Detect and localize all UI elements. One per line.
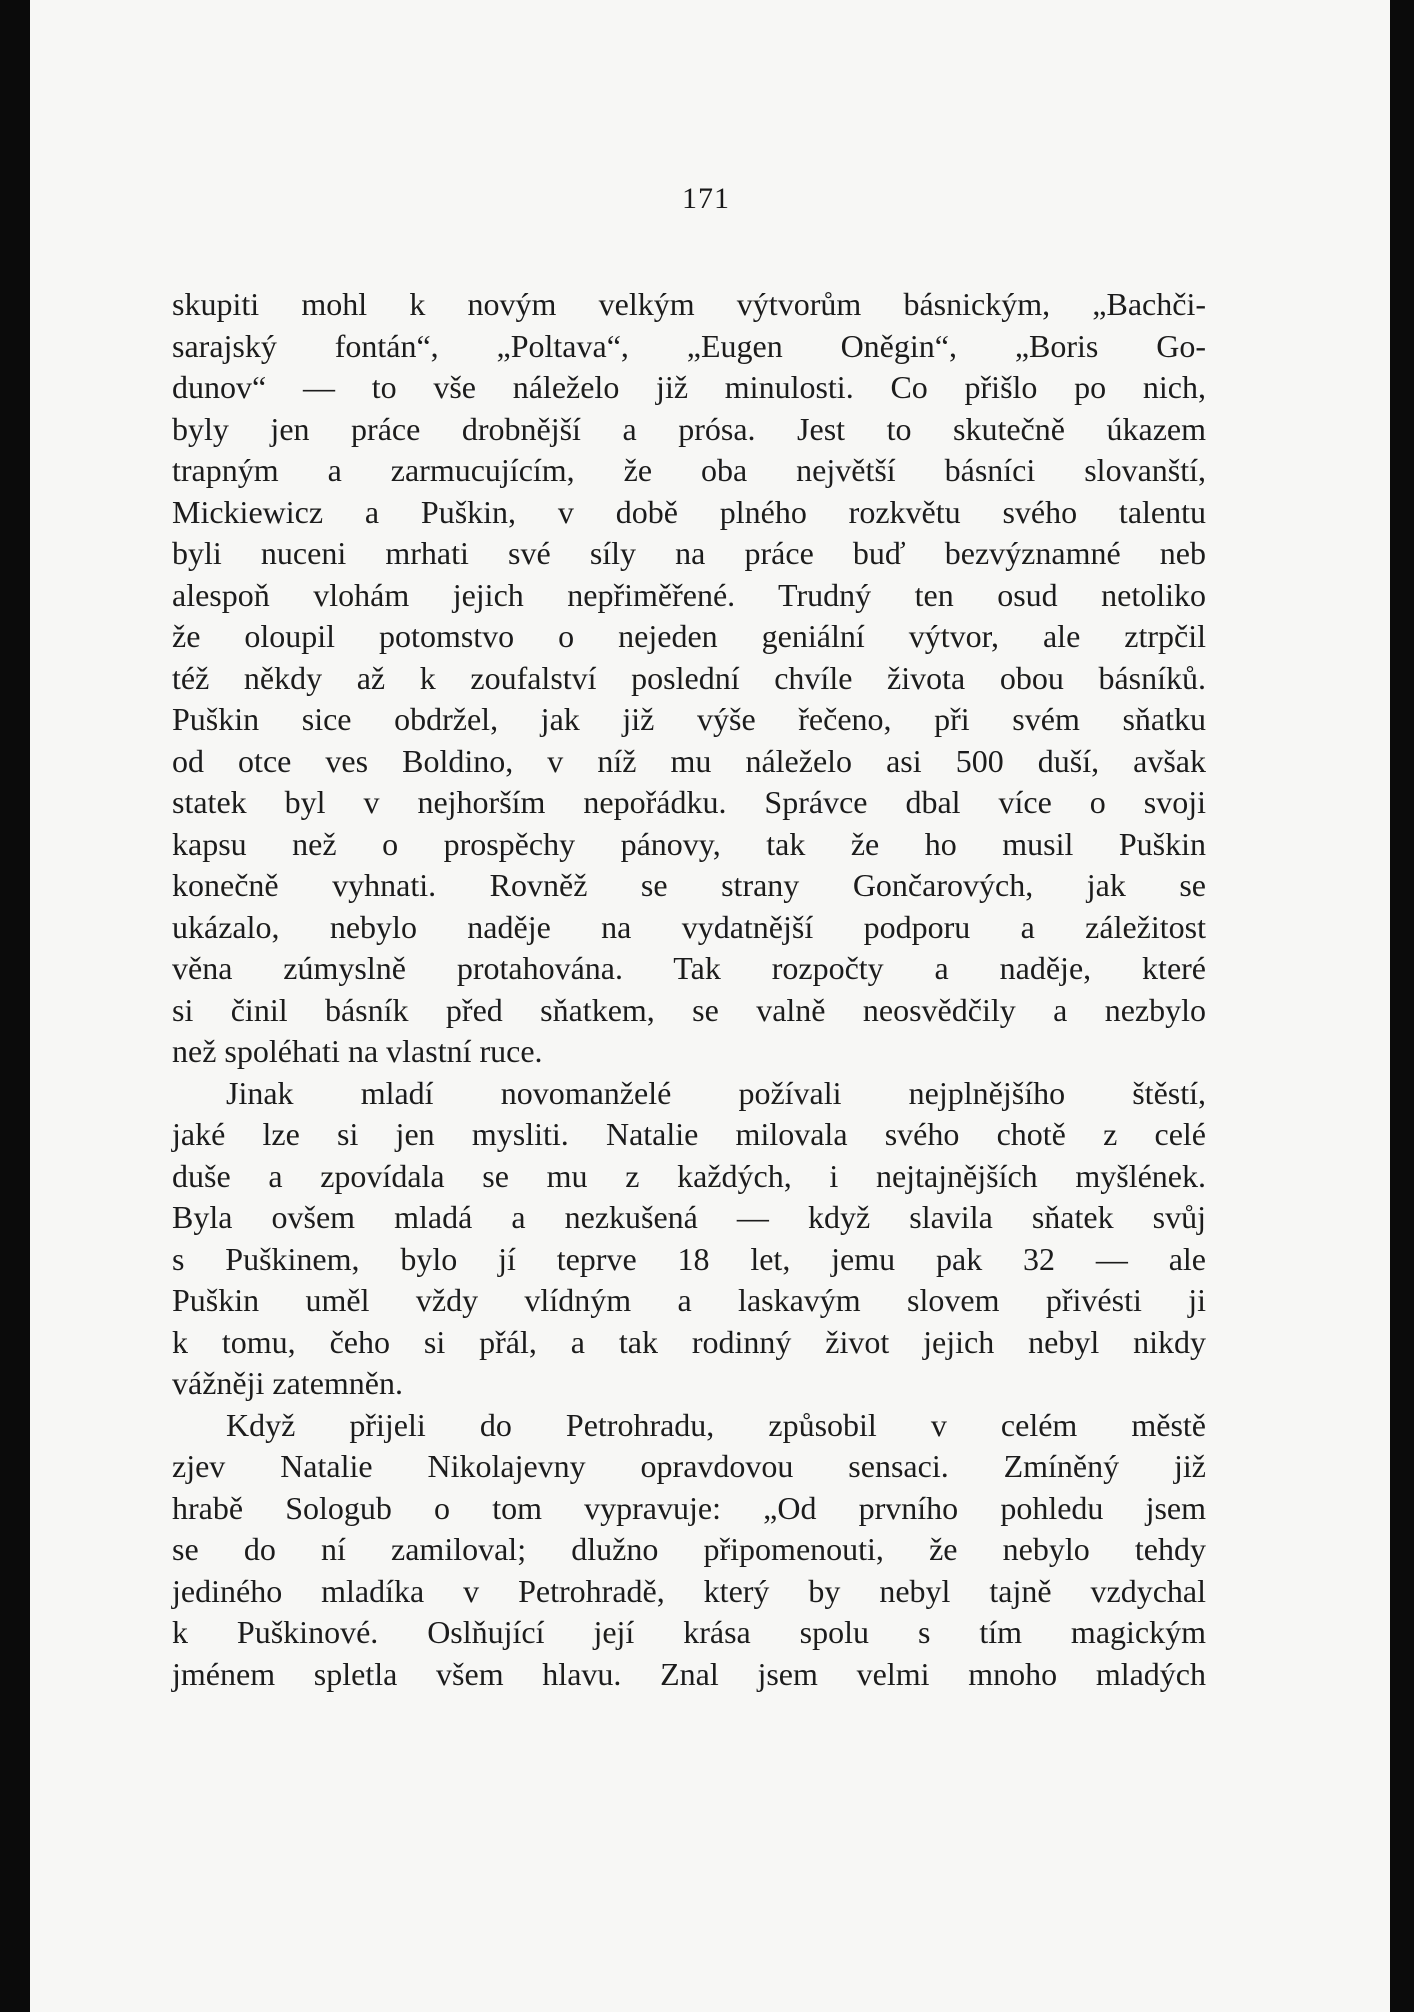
book-page — [30, 0, 1390, 2012]
text-line: si činil básník před sňatkem, se valně neosvědčily a nezbylo — [172, 991, 1206, 1028]
text-line: jménem spletla všem hlavu. Znal jsem velmi mnoho mladých — [172, 1655, 1206, 1692]
text-line: jediného mladíka v Petrohradě, který by nebyl tajně vzdychal — [172, 1572, 1206, 1609]
text-line: statek byl v nejhorším nepořádku. Správce dbal více o svoji — [172, 784, 1206, 820]
text-line: Puškin sice obdržel, jak již výše řečeno, při svém sňatku — [172, 701, 1206, 737]
text-line: trapným a zarmucujícím, že oba největší básníci slovanští, — [172, 452, 1206, 488]
text-line: Mickiewicz a Puškin, v době plného rozkvětu svého talentu — [172, 493, 1206, 530]
paragraph-start-line: Jinak mladí novomanželé požívali nejplnějšího štěstí, — [226, 1074, 1206, 1111]
text-line: jaké lze si jen mysliti. Natalie milovala svého chotě z celé — [172, 1116, 1206, 1152]
text-line: věna zúmyslně protahována. Tak rozpočty a naděje, které — [172, 950, 1206, 986]
text-line: byly jen práce drobnější a prósa. Jest to skutečně úkazem — [172, 410, 1206, 447]
text-line: byli nuceni mrhati své síly na práce buď bezvýznamné neb — [172, 535, 1206, 571]
text-line: Puškin uměl vždy vlídným a laskavým slovem přivésti ji — [172, 1282, 1206, 1318]
text-line: skupiti mohl k novým velkým výtvorům básnickým, „Bachči- — [172, 286, 1206, 322]
text-line: ukázalo, nebylo naděje na vydatnější podporu a záležitost — [172, 908, 1206, 945]
paragraph-end-line: vážněji zatemněn. — [172, 1365, 403, 1401]
body-text — [172, 284, 1206, 1695]
text-line: konečně vyhnati. Rovněž se strany Gončarových, jak se — [172, 867, 1206, 903]
text-line: zjev Natalie Nikolajevny opravdovou sensaci. Zmíněný již — [172, 1448, 1206, 1484]
text-line: k tomu, čeho si přál, a tak rodinný život jejich nebyl nikdy — [172, 1323, 1206, 1360]
text-line: od otce ves Boldino, v níž mu náleželo asi 500 duší, avšak — [172, 742, 1206, 779]
scan-border-right — [1390, 0, 1414, 2012]
text-line: duše a zpovídala se mu z každých, i nejtajnějších myšlének. — [172, 1157, 1206, 1194]
text-line: kapsu než o prospěchy pánovy, tak že ho musil Puškin — [172, 825, 1206, 862]
paragraph-end-line: než spoléhati na vlastní ruce. — [172, 1033, 543, 1069]
text-line: též někdy až k zoufalství poslední chvíle života obou básníků. — [172, 659, 1206, 696]
text-line: sarajský fontán“, „Poltava“, „Eugen Oněgin“, „Boris Go- — [172, 327, 1206, 364]
text-line: dunov“ — to vše náleželo již minulosti. Co přišlo po nich, — [172, 369, 1206, 405]
text-line: že oloupil potomstvo o nejeden geniální výtvor, ale ztrpčil — [172, 618, 1206, 654]
text-line: s Puškinem, bylo jí teprve 18 let, jemu pak 32 — ale — [172, 1240, 1206, 1277]
text-line: hrabě Sologub o tom vypravuje: „Od prvního pohledu jsem — [172, 1489, 1206, 1526]
text-line: Byla ovšem mladá a nezkušená — když slavila sňatek svůj — [172, 1199, 1206, 1235]
text-line: k Puškinové. Oslňující její krása spolu s tím magickým — [172, 1614, 1206, 1650]
text-line: alespoň vlohám jejich nepřiměřené. Trudný ten osud netoliko — [172, 576, 1206, 613]
paragraph-start-line: Když přijeli do Petrohradu, způsobil v celém městě — [226, 1406, 1206, 1443]
text-line: se do ní zamiloval; dlužno připomenouti, že nebylo tehdy — [172, 1531, 1206, 1567]
page-number: 171 — [682, 182, 730, 215]
scan-border-left — [0, 0, 30, 2012]
